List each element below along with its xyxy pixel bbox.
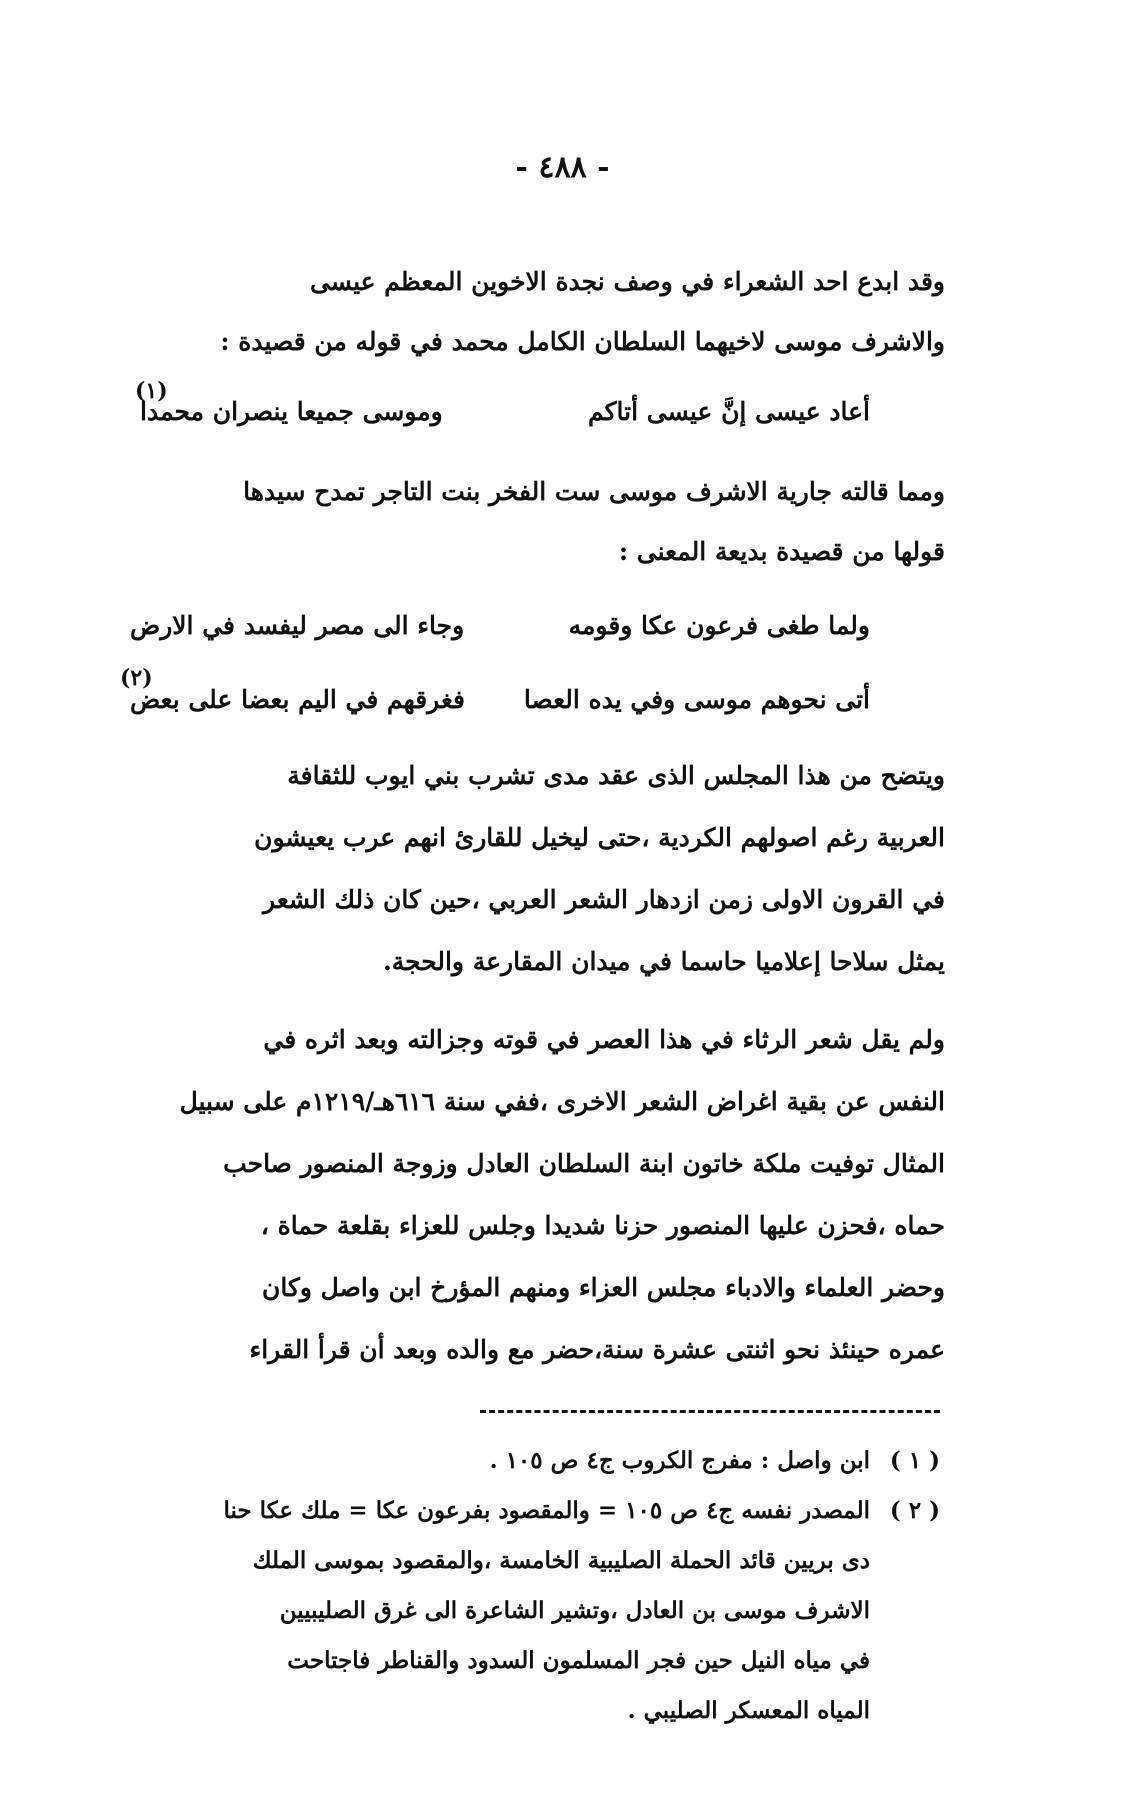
footnote-number: ( ٢ ) [889, 1497, 940, 1524]
footnote-number: ( ١ ) [889, 1447, 940, 1474]
verse-hemistich-right: ولما طغى فرعون عكا وقومه [568, 611, 870, 640]
paragraph-line: المثال توفيت ملكة خاتون ابنة السلطان العادل وزوجة المنصور صاحب [223, 1149, 945, 1178]
footnote-marker: (١) [135, 378, 168, 404]
footnote-line: المياه المعسكر الصليبي . [627, 1697, 870, 1724]
paragraph-line: حماه ،فحزن عليها المنصور حزنا شديدا وجلس للعزاء بقلعة حماة ، [260, 1211, 945, 1240]
verse-hemistich-right: أعاد عيسى إنَّ عيسى أتاكم [588, 397, 870, 426]
footnote-separator [480, 1410, 940, 1413]
verse-hemistich-left: فغرقهم في اليم بعضا على بعض [130, 685, 465, 714]
paragraph-line: في القرون الاولى زمن ازدهار الشعر العربي ،حين كان ذلك الشعر [263, 885, 945, 914]
footnote-line: ابن واصل : مفرج الكروب ج٤ ص ١٠٥ . [489, 1447, 870, 1474]
paragraph-line: النفس عن بقية اغراض الشعر الاخرى ،ففي سنة ٦١٦هـ/١٢١٩م على سبيل [179, 1087, 945, 1116]
paragraph-line: عمره حينئذ نحو اثنتى عشرة سنة،حضر مع والده وبعد أن قرأ القراء [249, 1335, 945, 1364]
paragraph-line: قولها من قصيدة بديعة المعنى : [618, 537, 945, 566]
paragraph-line: ويتضح من هذا المجلس الذى عقد مدى تشرب بني ايوب للثقافة [287, 761, 945, 790]
paragraph-line: ومما قالته جارية الاشرف موسى ست الفخر بنت التاجر تمدح سيدها [243, 477, 945, 506]
footnote-line: دى بريين قائد الحملة الصليبية الخامسة ،والمقصود بموسى الملك [252, 1547, 870, 1574]
paragraph-line: وقد ابدع احد الشعراء في وصف نجدة الاخوين المعظم عيسى [309, 267, 945, 296]
page-number: - ٤٨٨ - [515, 150, 610, 185]
footnote-marker: (٢) [120, 665, 153, 691]
verse-hemistich-right: أتى نحوهم موسى وفي يده العصا [523, 685, 870, 714]
footnote-line: في مياه النيل حين فجر المسلمون السدود والقناطر فاجتاحت [287, 1647, 870, 1674]
paragraph-line: والاشرف موسى لاخيهما السلطان الكامل محمد في قوله من قصيدة : [220, 327, 945, 356]
paragraph-line: وحضر العلماء والادباء مجلس العزاء ومنهم المؤرخ ابن واصل وكان [262, 1273, 945, 1302]
verse-hemistich-left: وموسى جميعا ينصران محمدا [140, 397, 443, 426]
paragraph-line: ولم يقل شعر الرثاء في هذا العصر في قوته وجزالته وبعد اثره في [263, 1025, 945, 1054]
paragraph-line: العربية رغم اصولهم الكردية ،حتى ليخيل للقارئ انهم عرب يعيشون [254, 823, 945, 852]
footnote-line: الاشرف موسى بن العادل ،وتشير الشاعرة الى غرق الصليبيين [279, 1597, 870, 1624]
paragraph-line: يمثل سلاحا إعلاميا حاسما في ميدان المقارعة والحجة. [382, 947, 945, 976]
footnote-line: المصدر نفسه ج٤ ص ١٠٥ = والمقصود بفرعون عكا = ملك عكا حنا [223, 1497, 870, 1524]
verse-hemistich-left: وجاء الى مصر ليفسد في الارض [130, 611, 465, 640]
